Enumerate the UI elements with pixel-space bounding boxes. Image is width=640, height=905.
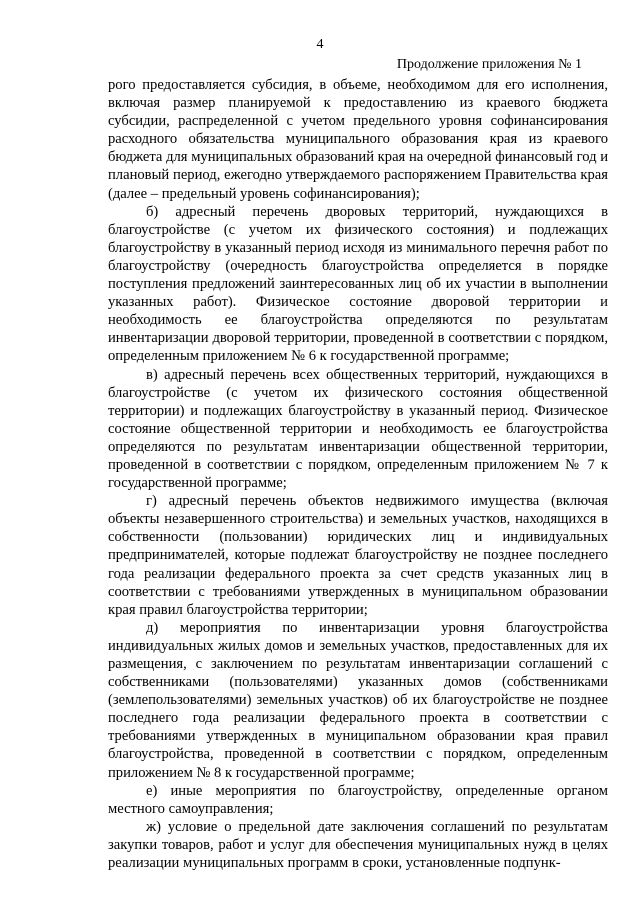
paragraph-d: д) мероприятия по инвентаризации уровня благоустройства индивидуальных жилых домов и земельных участков, предоставленных для их размещения, с заключением по результатам инвентаризации соглашений с собственниками (пользователями) указанных домов (собственниками (землепользователями) земельных участков) об их благоустройстве не позднее последнего года реализации федерального проекта в соответствии с требованиями утвержденных в муниципальном образовании края правил благоустройства, проведенной в соответствии с порядком, определенным приложением № 8 к государственной программе; <box>108 619 608 781</box>
paragraph-zh: ж) условие о предельной дате заключения соглашений по результатам закупки товаров, работ и услуг для обеспечения муниципальных нужд в целях реализации муниципальных программ в сроки, установленные подпунк- <box>108 818 608 872</box>
continuation-header: Продолжение приложения № 1 <box>396 57 582 72</box>
paragraph-g: г) адресный перечень объектов недвижимого имущества (включая объекты незавершенного строительства) и земельных участков, находящихся в собственности (пользовании) юридических лиц и индивидуальных предпринимателей, которые подлежат благоустройству не позднее последнего года реализации федерального проекта за счет средств указанных лиц в соответствии с требованиями утвержденных в муниципальном образовании края правил благоустройства территории; <box>108 493 608 618</box>
page-number: 4 <box>316 37 324 52</box>
paragraph-e: е) иные мероприятия по благоустройству, определенные органом местного самоуправления; <box>108 782 608 817</box>
paragraph-b: б) адресный перечень дворовых территорий, нуждающихся в благоустройстве (с учетом их физического состояния) и подлежащих благоустройству в указанный период исходя из минимального перечня работ по благоустройству (очередность благоустройства определяется в порядке поступления предложений заинтересованных лиц об их участии в выполнении указанных работ). Физическое состояние дворовой территории и необходимость ее благоустройства определяются по результатам инвентаризации дворовой территории, проведенной в соответствии с порядком, определенным приложением № 6 к государственной программе; <box>108 203 608 365</box>
paragraph-continuation: рого предоставляется субсидия, в объеме, необходимом для его исполнения, включая размер планируемой к предоставлению из краевого бюджета субсидии, распределенной с учетом предельного уровня софинансирования расходного обязательства муниципального образования края из краевого бюджета для муниципальных образований края на очередной финансовый год и плановый период, ежегодно утверждаемого распоряжением Правительства края (далее – предельный уровень софинансирования); <box>108 77 608 202</box>
document-body <box>108 76 608 872</box>
paragraph-v: в) адресный перечень всех общественных территорий, нуждающихся в благоустройстве (с учетом их физического состояния общественной территории) и подлежащих благоустройству в указанный период. Физическое состояние общественной территории и необходимость ее благоустройства определяются по результатам инвентаризации общественной территории, проведенной в соответствии с порядком, определенным приложением № 7 к государственной программе; <box>108 366 608 492</box>
